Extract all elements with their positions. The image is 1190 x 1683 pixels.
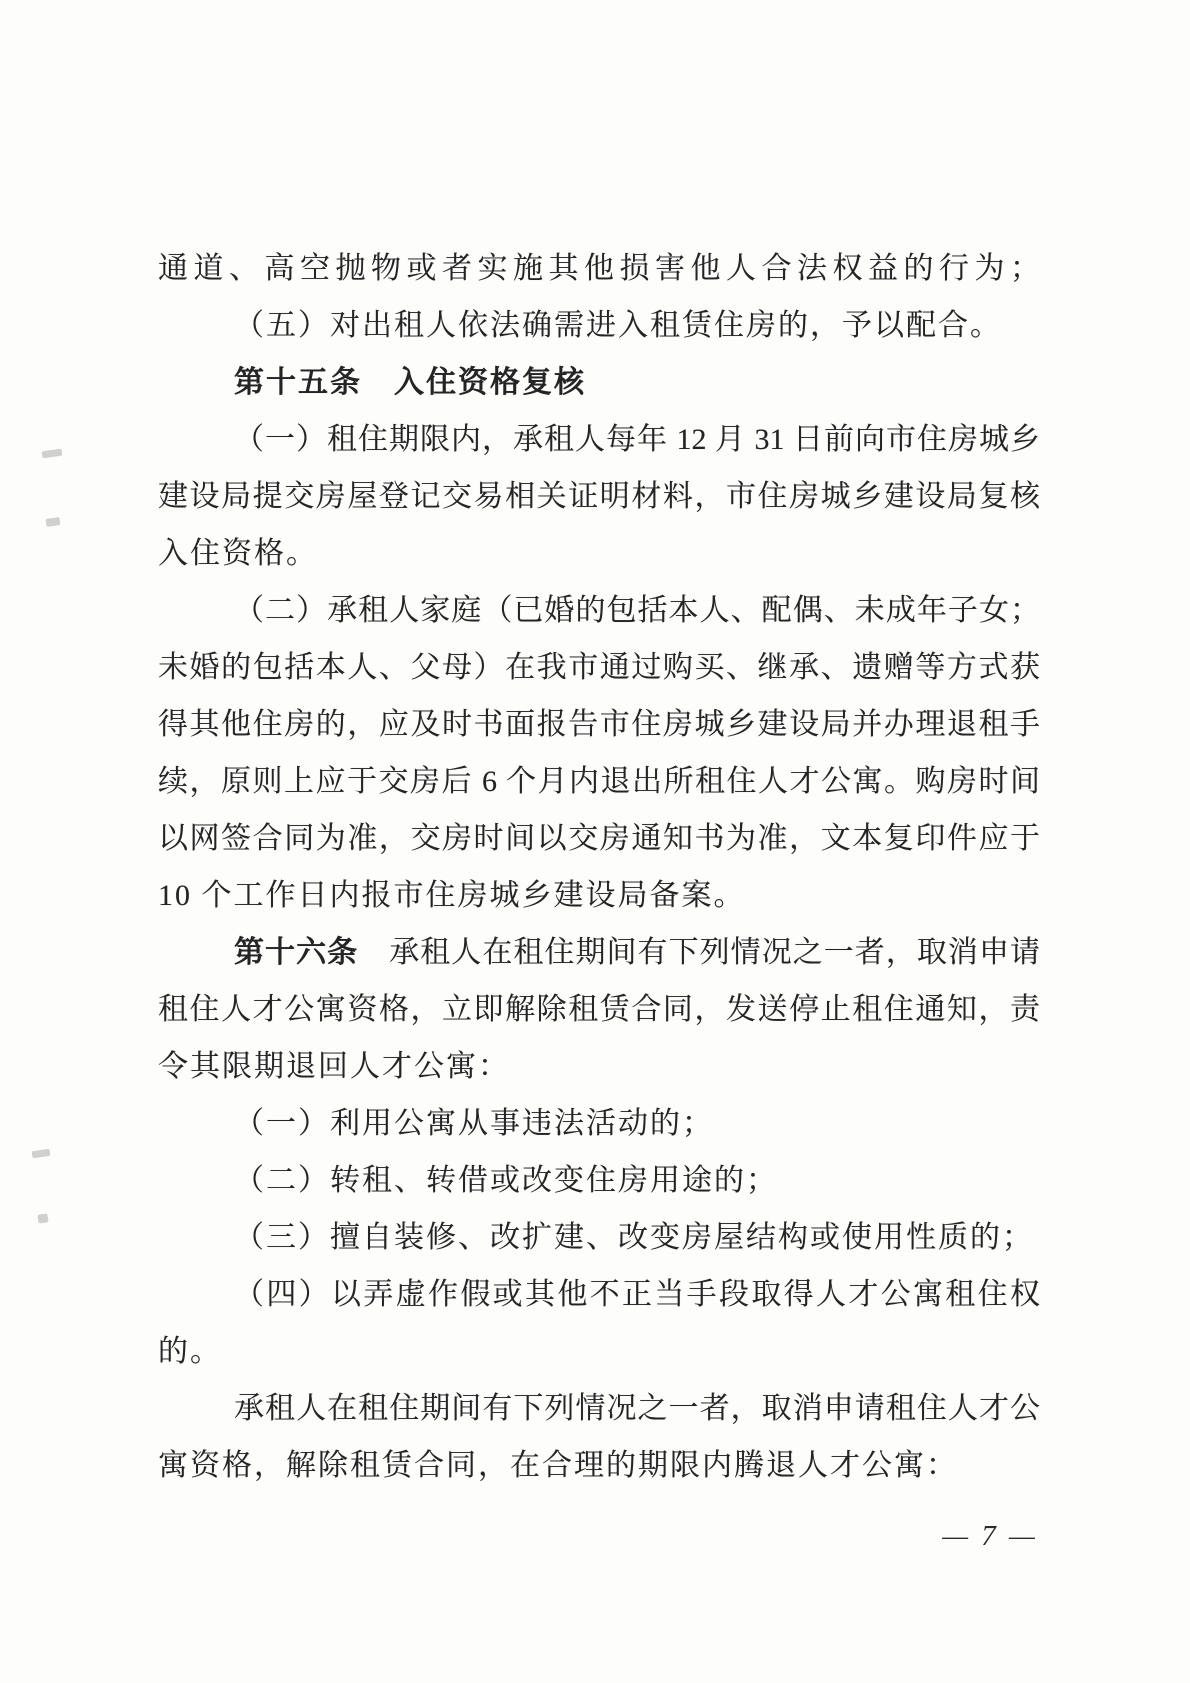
body-text-segment: 未婚的包括本人、父母）在我市通过购买、继承、遗赠等方式获 — [158, 651, 1040, 684]
body-text-segment: （二）承租人家庭（已婚的包括本人、配偶、未成年子女； — [234, 594, 1040, 627]
para-article-15-item-2-line — [158, 582, 1040, 639]
scan-artifact — [46, 517, 61, 527]
para-article-15-item-2-line — [158, 696, 1040, 753]
para-article-16-item-2-line — [158, 1152, 1040, 1209]
article-number-bold-text: 第十五条 — [234, 366, 362, 399]
article-number-bold-text: 第十六条 — [234, 936, 359, 969]
para-article-16-item-4-line — [158, 1323, 1040, 1380]
body-text-segment: （三）擅自装修、改扩建、改变房屋结构或使用性质的； — [234, 1221, 1034, 1254]
para-article-16-line — [158, 924, 1040, 981]
page-number: — 7 — — [942, 1520, 1038, 1552]
para-article-15-item-1-line — [158, 411, 1040, 468]
body-text-segment: 承租人在租住期间有下列情况之一者，取消申请租住人才公 — [234, 1392, 1040, 1425]
para-article-15-heading-line — [158, 354, 1040, 411]
body-text-segment: 承租人在租住期间有下列情况之一者，取消申请 — [358, 936, 1041, 969]
scan-artifact — [37, 1213, 48, 1223]
body-text-segment: 续，原则上应于交房后 6 个月内退出所租住人才公寓。购房时间 — [158, 765, 1040, 798]
body-text-segment: 通道、高空抛物或者实施其他损害他人合法权益的行为； — [158, 252, 1040, 285]
para-item-5-cooperation-line — [158, 297, 1040, 354]
body-text-segment: 令其限期退回人才公寓： — [158, 1050, 510, 1083]
para-continuation-obligations-line — [158, 240, 1040, 297]
body-text-segment: 得其他住房的，应及时书面报告市住房城乡建设局并办理退租手 — [158, 708, 1040, 741]
para-article-15-item-1-line — [158, 468, 1040, 525]
body-text-segment: 租住人才公寓资格，立即解除租赁合同，发送停止租住通知，责 — [158, 993, 1040, 1026]
para-article-16-line — [158, 981, 1040, 1038]
para-article-16-line — [158, 1038, 1040, 1095]
para-article-16-item-4-line — [158, 1266, 1040, 1323]
para-article-15-item-2-line — [158, 753, 1040, 810]
para-article-16-item-1-line — [158, 1095, 1040, 1152]
para-article-15-item-2-line — [158, 639, 1040, 696]
body-text-segment: （二）转租、转借或改变住房用途的； — [234, 1164, 778, 1197]
para-article-15-item-2-line — [158, 867, 1040, 924]
body-text-segment: （一）利用公寓从事违法活动的； — [234, 1107, 714, 1140]
document-body — [158, 240, 1040, 1494]
body-text-segment: （一）租住期限内，承租人每年 12 月 31 日前向市住房城乡 — [234, 423, 1040, 456]
article-number-bold-text: 入住资格复核 — [362, 366, 586, 399]
para-article-16-item-3-line — [158, 1209, 1040, 1266]
para-article-16-second-clause-line — [158, 1380, 1040, 1437]
body-text-segment: 建设局提交房屋登记交易相关证明材料，市住房城乡建设局复核 — [158, 480, 1040, 513]
scan-artifact — [42, 449, 63, 459]
body-text-segment: 10 个工作日内报市住房城乡建设局备案。 — [158, 879, 746, 912]
body-text-segment: （四）以弄虚作假或其他不正当手段取得人才公寓租住权 — [234, 1278, 1040, 1311]
body-text-segment: 的。 — [158, 1335, 222, 1368]
body-text-segment: （五）对出租人依法确需进入租赁住房的，予以配合。 — [234, 309, 1002, 342]
body-text-segment: 以网签合同为准，交房时间以交房通知书为准，文本复印件应于 — [158, 822, 1040, 855]
body-text-segment: 寓资格，解除租赁合同，在合理的期限内腾退人才公寓： — [158, 1449, 958, 1482]
body-text-segment: 入住资格。 — [158, 537, 318, 570]
para-article-16-second-clause-line — [158, 1437, 1040, 1494]
scan-artifact — [32, 1149, 51, 1158]
para-article-15-item-2-line — [158, 810, 1040, 867]
para-article-15-item-1-line — [158, 525, 1040, 582]
